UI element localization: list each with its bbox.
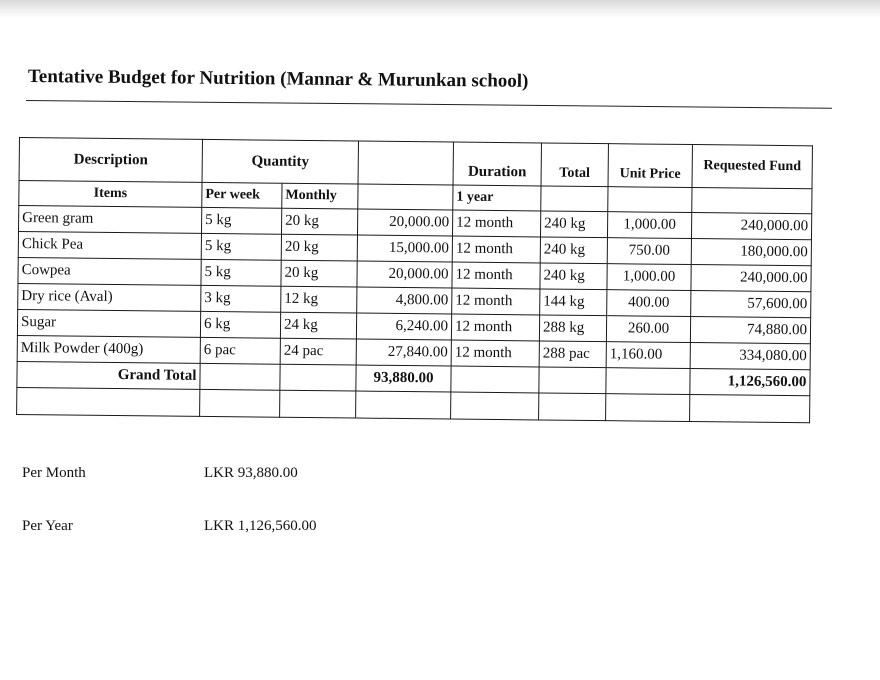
header-description: Description	[19, 138, 202, 183]
grand-total-label: Grand Total	[17, 361, 200, 389]
subheader-per-week: Per week	[202, 182, 282, 208]
header-monthly-cost-blank	[358, 141, 453, 185]
subheader-one-year: 1 year	[453, 185, 541, 211]
cell-requested-fund: 240,000.00	[691, 265, 811, 292]
cell-monthly: 24 kg	[280, 312, 356, 339]
grand-total-blank	[280, 364, 356, 391]
budget-table	[16, 137, 813, 423]
cell-total: 288 kg	[539, 315, 606, 342]
cell-unit-price: 400.00	[607, 290, 691, 317]
cell-total: 288 pac	[539, 341, 606, 368]
subheader-monthly: Monthly	[282, 183, 358, 209]
subheader-blank	[608, 187, 692, 213]
header-duration: Duration	[453, 142, 541, 186]
grand-total-blank	[606, 368, 690, 395]
cell-monthly: 20 kg	[281, 208, 357, 235]
cell-monthly: 20 kg	[281, 260, 357, 287]
empty-cell	[356, 391, 451, 419]
subheader-blank	[358, 184, 453, 210]
cell-monthly: 24 pac	[280, 338, 356, 365]
per-month-value: LKR 93,880.00	[204, 465, 298, 481]
cell-requested-fund: 74,880.00	[690, 317, 810, 344]
cell-per-week: 3 kg	[201, 285, 281, 312]
per-year-label: Per Year	[22, 518, 73, 534]
cell-item: Cowpea	[18, 257, 201, 285]
cell-per-week: 5 kg	[201, 259, 281, 286]
cell-item: Dry rice (Aval)	[18, 283, 201, 311]
cell-unit-price: 1,000.00	[607, 212, 691, 239]
cell-per-week: 6 pac	[200, 337, 280, 364]
cell-duration: 12 month	[452, 262, 540, 289]
subheader-blank	[692, 188, 812, 214]
cell-item: Green gram	[19, 206, 202, 234]
cell-item: Milk Powder (400g)	[17, 335, 200, 363]
empty-cell	[200, 389, 280, 417]
grand-total-monthly-cost: 93,880.00	[356, 365, 451, 392]
cell-unit-price: 260.00	[606, 316, 690, 343]
cell-requested-fund: 57,600.00	[691, 291, 811, 318]
grand-total-requested-fund: 1,126,560.00	[690, 369, 810, 396]
cell-item: Sugar	[17, 309, 200, 337]
empty-cell	[17, 387, 200, 416]
cell-unit-price: 1,000.00	[607, 264, 691, 291]
header-total: Total	[541, 143, 608, 187]
cell-monthly-cost: 27,840.00	[356, 339, 451, 366]
grand-total-blank	[451, 366, 539, 393]
cell-requested-fund: 334,080.00	[690, 343, 810, 370]
cell-monthly: 20 kg	[281, 234, 357, 261]
cell-total: 240 kg	[540, 237, 607, 264]
cell-monthly-cost: 6,240.00	[356, 313, 451, 340]
cell-monthly-cost: 20,000.00	[357, 261, 452, 288]
per-month-label: Per Month	[22, 465, 86, 481]
header-quantity: Quantity	[202, 139, 358, 184]
empty-cell	[539, 393, 606, 421]
cell-duration: 12 month	[452, 210, 540, 237]
cell-item: Chick Pea	[18, 232, 201, 260]
cell-requested-fund: 180,000.00	[691, 239, 811, 266]
cell-per-week: 5 kg	[202, 207, 282, 234]
scan-top-shadow	[0, 0, 880, 18]
cell-monthly-cost: 15,000.00	[357, 235, 452, 262]
cell-duration: 12 month	[451, 340, 539, 367]
title-underline	[26, 100, 832, 109]
per-year-value: LKR 1,126,560.00	[204, 518, 317, 534]
header-unit-price: Unit Price	[608, 144, 692, 188]
empty-cell	[280, 390, 356, 418]
cell-monthly-cost: 4,800.00	[357, 287, 452, 314]
cell-monthly-cost: 20,000.00	[357, 209, 452, 236]
cell-monthly: 12 kg	[281, 286, 357, 313]
cell-requested-fund: 240,000.00	[691, 213, 811, 240]
grand-total-blank	[539, 367, 606, 394]
empty-cell	[690, 395, 810, 423]
document-title: Tentative Budget for Nutrition (Mannar & Murunkan school)	[27, 66, 529, 92]
subheader-blank	[541, 186, 608, 212]
cell-duration: 12 month	[452, 236, 540, 263]
cell-duration: 12 month	[451, 314, 539, 341]
subheader-items: Items	[19, 181, 202, 208]
cell-per-week: 6 kg	[200, 311, 280, 338]
grand-total-blank	[200, 363, 280, 390]
cell-duration: 12 month	[452, 288, 540, 315]
cell-total: 240 kg	[540, 211, 607, 238]
cell-unit-price: 750.00	[607, 238, 691, 265]
cell-total: 144 kg	[540, 289, 607, 316]
cell-total: 240 kg	[540, 263, 607, 290]
empty-cell	[606, 394, 690, 422]
header-requested-fund: Requested Fund	[692, 145, 812, 189]
cell-unit-price: 1,160.00	[606, 342, 690, 369]
cell-per-week: 5 kg	[201, 233, 281, 260]
empty-cell	[451, 392, 539, 420]
